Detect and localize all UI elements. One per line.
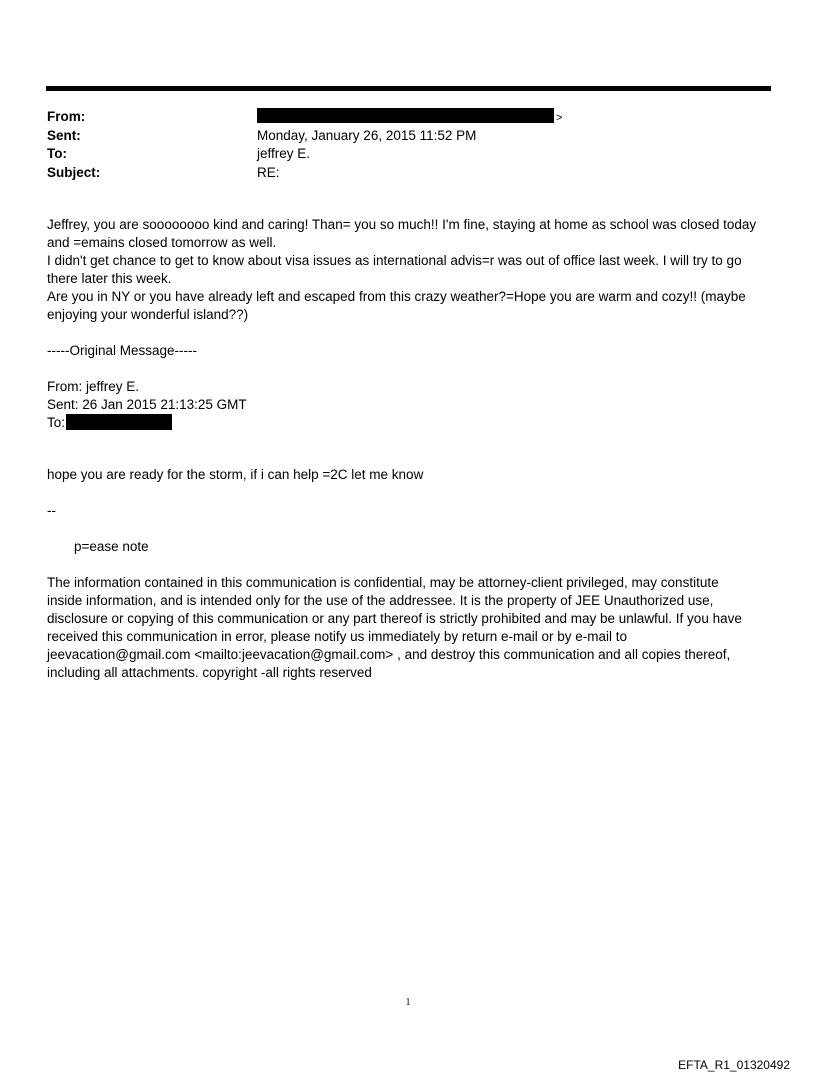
redaction-box xyxy=(66,414,172,430)
to-label: To: xyxy=(47,146,67,161)
disclaimer-line: inside information, and is intended only for the use of the addressee. It is the property of JEE Unauthorized use, xyxy=(47,593,714,608)
email-header xyxy=(47,108,767,182)
redaction-box xyxy=(257,108,554,123)
please-note: p=ease note xyxy=(74,539,149,554)
subject-value: RE: xyxy=(257,164,280,180)
reply-line: Jeffrey, you are soooooooo kind and caring! Than= you so much!! I'm fine, staying at home as school was closed today xyxy=(47,217,757,232)
header-from-row xyxy=(47,108,767,127)
document-id: EFTA_R1_01320492 xyxy=(678,1058,790,1072)
reply-line: Are you in NY or you have already left and escaped from this crazy weather?=Hope you are warm and cozy!! (maybe xyxy=(47,289,746,304)
original-from: From: jeffrey E. xyxy=(47,379,140,394)
from-label: From: xyxy=(47,109,86,124)
reply-line: there later this week. xyxy=(47,271,172,286)
disclaimer-line: jeevacation@gmail.com <mailto:jeevacation@gmail.com> , and destroy this communication and all copies thereof, xyxy=(47,647,731,662)
original-to xyxy=(47,414,767,432)
disclaimer-line: The information contained in this communication is confidential, may be attorney-client privileged, may constitute xyxy=(47,575,719,590)
disclaimer xyxy=(47,574,767,682)
header-subject-row xyxy=(47,164,767,183)
subject-label: Subject: xyxy=(47,164,101,180)
page-number: 1 xyxy=(405,997,411,1008)
reply-line: enjoying your wonderful island??) xyxy=(47,307,249,322)
to-value: jeffrey E. xyxy=(257,146,311,161)
original-to-label: To: xyxy=(47,415,66,430)
reply-line: and =emains closed tomorrow as well. xyxy=(47,235,277,250)
disclaimer-line: received this communication in error, please notify us immediately by return e-mail or by e-mail to xyxy=(47,629,627,644)
reply-body xyxy=(47,216,767,324)
sent-label: Sent: xyxy=(47,127,81,143)
sent-value: Monday, January 26, 2015 11:52 PM xyxy=(257,127,477,143)
from-value xyxy=(257,108,562,128)
reply-line: I didn't get chance to get to know about visa issues as international advis=r was out of office last week. I will try to go xyxy=(47,253,742,268)
original-sent: Sent: 26 Jan 2015 21:13:25 GMT xyxy=(47,397,247,412)
top-divider xyxy=(46,86,771,91)
original-header xyxy=(47,378,767,432)
header-sent-row xyxy=(47,127,767,146)
original-message: hope you are ready for the storm, if i can help =2C let me know xyxy=(47,467,424,482)
disclaimer-line: including all attachments. copyright -all rights reserved xyxy=(47,665,372,680)
from-suffix: > xyxy=(556,112,563,124)
disclaimer-line: disclosure or copying of this communication or any part thereof is strictly prohibited and may be unlawful. If you have xyxy=(47,611,742,626)
original-separator: -----Original Message----- xyxy=(47,343,198,358)
header-to-row xyxy=(47,145,767,164)
signature-dashes: -- xyxy=(47,503,56,518)
